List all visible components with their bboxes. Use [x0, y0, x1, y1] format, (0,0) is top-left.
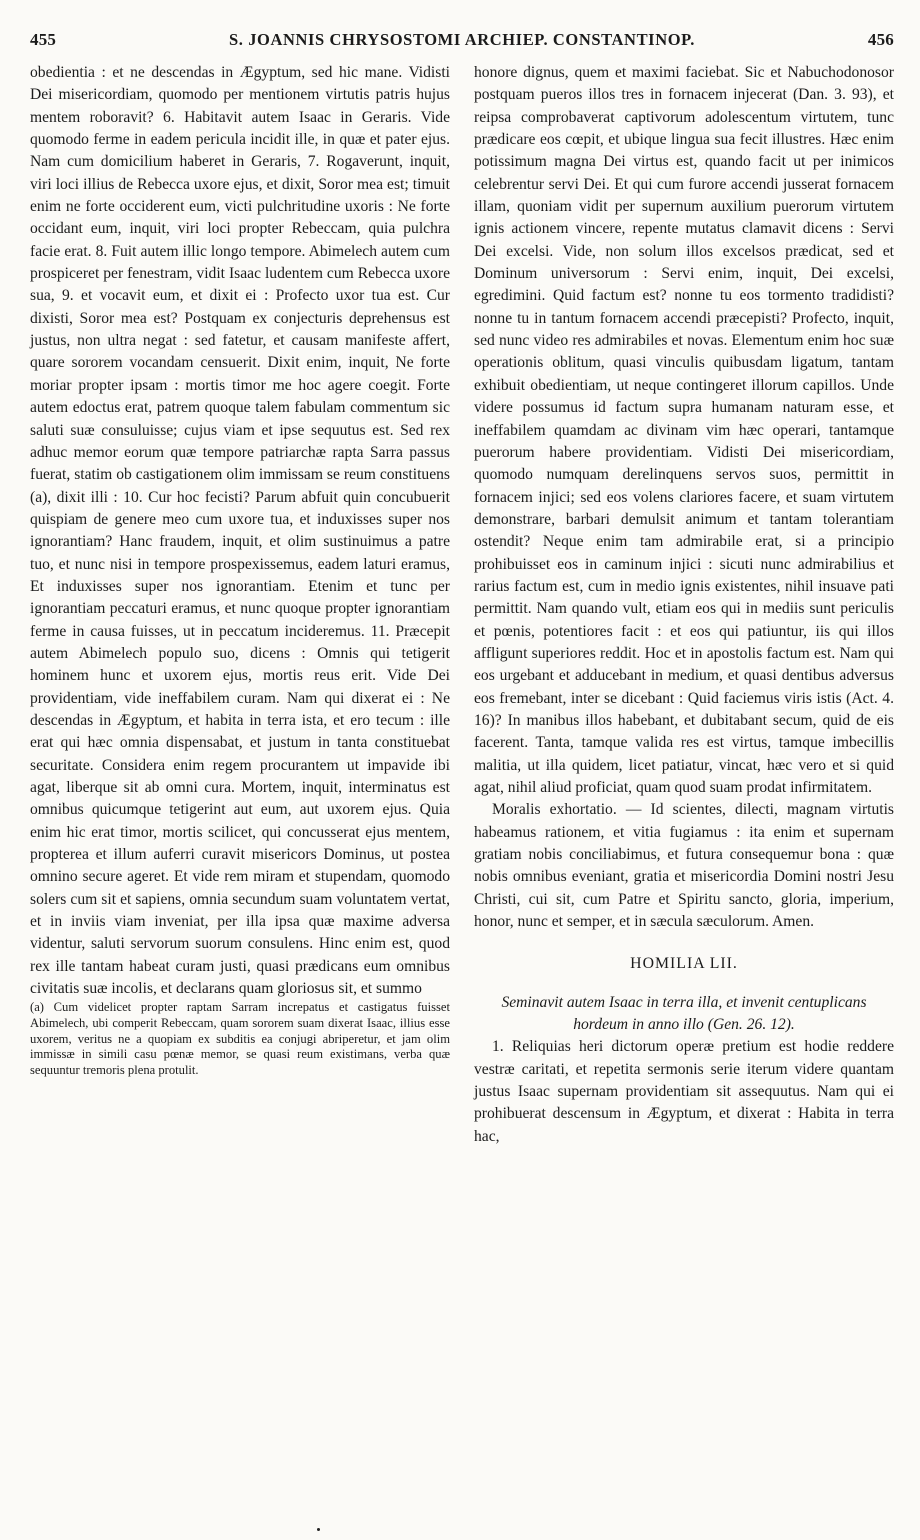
left-column	[30, 62, 450, 1148]
running-head	[30, 30, 894, 50]
homily-paragraph: 1. Reliquias heri dictorum operæ pretium est hodie reddere vestræ caritati, et repetita sermonis serie iterum videre quantam justus Isaac supernam providentiam sit assequutus. Nam qui ei prohibuerat descensum in Ægyptum, et dixerat : Habita in terra hac,	[474, 1038, 894, 1145]
ink-dot	[317, 1528, 320, 1531]
moral-exhortation: Moralis exhortatio. — Id scientes, dilecti, magnam virtutis habeamus rationem, et vitia fugiamus : ita enim et supernam gratiam nobis conciliabimus, et futura consequemur bona : quæ nobis omnibus eveniant, gratia et misericordia Domini nostri Jesu Christi, cui sit, cum Patre et Spiritu sancto, gloria, imperium, honor, nunc et semper, et in sæcula sæculorum. Amen.	[474, 801, 894, 931]
right-column	[474, 62, 894, 1148]
right-paragraph: honore dignus, quem et maximi faciebat. Sic et Nabuchodonosor postquam pueros illos tres in fornacem injecerat (Dan. 3. 93), et reipsa comprobaverat captivorum adolescentum virtutem, tunc prædicare eos cœpit, et ubique lingua sua fecit illustres. Hæc enim potissimum magna Dei virtus est, quando facit ut per inimicos celebrentur servi Dei. Et qui cum furore accendi jusserat fornacem illam, quoniam vidit per supernum auxilium puerorum virtutem ignis actionem vincere, repente mutatus clamavit dicens : Servi Dei excelsi. Vide, non solum illos excelsos prædicat, sed et Dominum universorum : Servi enim, inquit, Dei excelsi, egredimini. Quid factum est? nonne tu eos tormento tradidisti? nonne tu in tantum fornacem accendi præcepisti? Profecto, inquit, sed nunc video res admirabiles et novas. Elementum enim hoc suæ operationis oblitum, quasi vinculis quibusdam ligatum, tantam exhibuit obedientiam, ut neque contingeret illorum capillos. Unde videre possumus id factum supra humanam naturam esse, et ineffabilem quamdam ac divinam vim hæc operari, tantamque puerorum habere providentiam. Vidisti Dei misericordiam, quomodo numquam derelinquens servos suos, permittit in fornacem injici; sed eos volens clariores facere, et suam virtutem demonstrare, barbari demulsit animum et tantam tolerantiam ostendit? Neque enim tam admirabile erat, si a principio prohibuisset eos in caminum injici : sicuti nunc admirabilius et rarius factum est, cum in medio ignis existentes, nihil insuave pati permittit. Nam quando vult, etiam eos qui in mediis sunt periculis et pœnis, potentiores facit : et eos qui patiuntur, iis qui illos affligunt superiores reddit. Hoc et in apostolis factum est. Nam qui eos urgebant et adducebant in medium, et quasi dentibus adversus eos fremebant, inter se dicebant : Quid faciemus viris istis (Act. 4. 16)? In manibus illos habebant, et dubitabant secum, quid de eis facerent. Tanta, tamque valida res est virtus, tamque imbecillis malitia, ut illa quidem, licet patiatur, vincat, hæc vero et si quid agat, nihil aliud proficiat, quam quod suam prodat infirmitatem.	[474, 64, 894, 796]
homily-heading: HOMILIA LII.	[630, 955, 738, 973]
footnote: (a) Cum videlicet propter raptam Sarram increpatus et castigatus fuisset Abimelech, ubi comperit Rebeccam, quam sororem suam dixerat Isaac, illius esse uxorem, veritus ne a quopiam ex subditis ea conjugi abriperetur, et jam olim immissæ in simili casu pœnæ memor, se quasi reum existimans, verba quæ sequuntur tremoris plena protulit.	[30, 1000, 450, 1077]
page-number-left: 455	[30, 30, 57, 49]
running-title: S. JOANNIS CHRYSOSTOMI ARCHIEP. CONSTANTINOP.	[228, 30, 696, 49]
left-paragraph: obedientia : et ne descendas in Ægyptum, sed hic mane. Vidisti Dei misericordiam, quomodo per mentionem virtutis patris hujus mentem roboravit? 6. Habitavit autem Isaac in Geraris. Vide quomodo ferme in eadem pericula incidit ille, in quæ et pater ejus. Nam cum domicilium haberet in Geraris, 7. Rogaverunt, inquit, viri loci illius de Rebecca uxore ejus, et dixit, Soror mea est; timuit enim ne forte occiderent eum, victi pulchritudine uxoris : Ne forte occidant eum, inquit, viri loci propter Rebeccam, quia pulchra facie erat. 8. Fuit autem illic longo tempore. Abimelech autem cum prospiceret per fenestram, vidit Isaac ludentem cum Rebecca uxore sua, 9. et vocavit eum, et dixit ei : Profecto uxor tua est. Cur dixisti, Soror mea est? Postquam ex conjecturis deprehensus est justus, non ultra negat : sed fatetur, et causam manifeste affert, quare sororem vocandam censuerit. Dixit enim, inquit, Ne forte moriar propter ipsam : mortis timor me hoc agere coegit. Forte autem edoctus erat, patrem quoque talem fabulam commentum sic saluti suæ consuluisse; cujus viam et ipse sequutus est. Sed rex adhuc memor eorum quæ tempore patriarchæ rapta Sarra passus fuerat, statim ob castigationem olim immissam se reum constituens (a), dixit illi : 10. Cur hoc fecisti? Parum abfuit quin concubuerit quispiam de genere meo cum uxore tua, et induxisses super nos ignorantiam? Hanc fraudem, inquit, et olim sustinuimus a patre tuo, et nunc nisi in tempore prospexissemus, eadem laturi eramus, Et induxisses super nos ignorantiam. Etenim et tunc per ignorantiam peccaturi eramus, et nunc quoque propter ignorantiam ferme in causa fuisses, ut in peccatum incideremus. 11. Præcepit autem Abimelech populo suo, dicens : Omnis qui tetigerit hominem hunc et uxorem ejus, mortis reus erit. Vide Dei providentiam, vide ineffabilem curam. Nam qui dixerat ei : Ne descendas in Ægyptum, et habita in terra ista, et ero tecum : ille erat qui hæc omnia dispensabat, et justum in tanta constituebat securitate. Considera enim regem procurantem ut impavide ibi agat, liberque sit ab omni cura. Mortem, inquit, interminatus est omnibus quicumque tetigerint aut eum, aut uxorem ejus. Quia enim hic erat timor, mortis scilicet, qui concusserat ejus mentem, propterea et illum auferri curavit misericors Dominus, ut postea omnino secure ageret. Et vide rem miram et stupendam, quomodo solers cum sit et sapiens, omnia secundum suam voluntatem vertat, et in inviis viam inveniat, per illa ipsa quæ maxime adversa videntur, saluti servorum suorum consulens. Hinc enim est, quod rex ille tantam habeat curam justi, quasi prædicans eum omnibus civitatis suæ incolis, et declarans quam gloriosus sit, et summo	[30, 64, 450, 998]
page-number-right: 456	[867, 30, 894, 49]
homily-subtitle: Seminavit autem Isaac in terra illa, et invenit centuplicans hordeum in anno illo (Gen. 26. 12).	[501, 993, 867, 1034]
text-columns	[30, 62, 894, 1148]
